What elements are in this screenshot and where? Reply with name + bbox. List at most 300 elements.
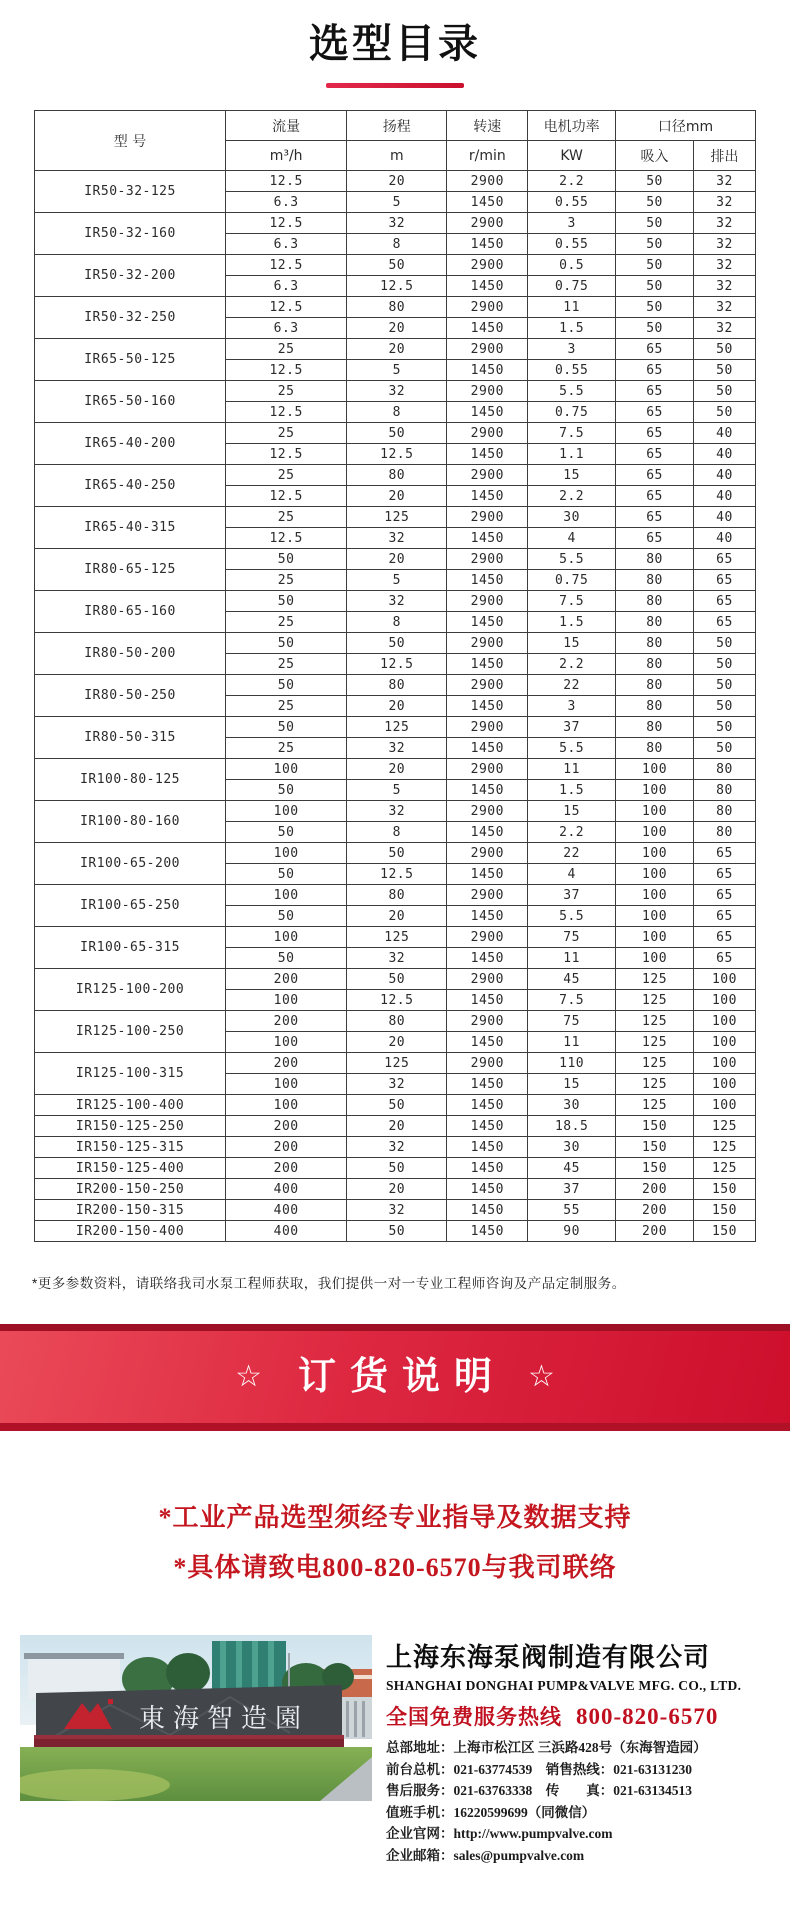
value-cell: 1450 xyxy=(447,528,528,549)
value-cell: 50 xyxy=(226,675,347,696)
value-cell: 90 xyxy=(528,1221,616,1242)
value-cell: 5.5 xyxy=(528,549,616,570)
value-cell: 7.5 xyxy=(528,990,616,1011)
value-cell: 2900 xyxy=(447,507,528,528)
value-cell: 100 xyxy=(226,1074,347,1095)
value-cell: 20 xyxy=(347,486,447,507)
value-cell: 5 xyxy=(347,360,447,381)
value-cell: 200 xyxy=(226,1116,347,1137)
value-cell: 125 xyxy=(616,1032,694,1053)
value-cell: 55 xyxy=(528,1200,616,1221)
value-cell: 15 xyxy=(528,465,616,486)
model-cell: IR50-32-160 xyxy=(35,213,226,255)
value-cell: 1450 xyxy=(447,1095,528,1116)
value-cell: 50 xyxy=(693,402,755,423)
value-cell: 100 xyxy=(226,990,347,1011)
value-cell: 50 xyxy=(693,381,755,402)
value-cell: 150 xyxy=(693,1179,755,1200)
value-cell: 125 xyxy=(616,1074,694,1095)
value-cell: 100 xyxy=(616,780,694,801)
value-cell: 12.5 xyxy=(226,171,347,192)
value-cell: 2900 xyxy=(447,171,528,192)
notice-line-1: *工业产品选型须经专业指导及数据支持 xyxy=(158,1503,632,1532)
value-cell: 100 xyxy=(616,948,694,969)
value-cell: 50 xyxy=(347,1158,447,1179)
table-row xyxy=(35,1221,756,1242)
value-cell: 80 xyxy=(693,759,755,780)
value-cell: 2900 xyxy=(447,759,528,780)
value-cell: 1450 xyxy=(447,486,528,507)
value-cell: 32 xyxy=(693,213,755,234)
model-cell: IR125-100-200 xyxy=(35,969,226,1011)
order-banner-title: 订货说明 xyxy=(297,1356,506,1398)
value-cell: 200 xyxy=(226,1053,347,1074)
value-cell: 32 xyxy=(347,948,447,969)
value-cell: 65 xyxy=(616,339,694,360)
value-cell: 11 xyxy=(528,297,616,318)
value-cell: 65 xyxy=(693,843,755,864)
value-cell: 15 xyxy=(528,1074,616,1095)
value-cell: 20 xyxy=(347,1032,447,1053)
value-cell: 5 xyxy=(347,192,447,213)
value-cell: 2900 xyxy=(447,675,528,696)
table-row xyxy=(35,885,756,906)
white-building-roof xyxy=(24,1653,124,1659)
value-cell: 125 xyxy=(693,1158,755,1179)
value-cell: 100 xyxy=(226,843,347,864)
value-cell: 40 xyxy=(693,423,755,444)
table-row xyxy=(35,423,756,444)
value-cell: 125 xyxy=(616,1095,694,1116)
model-cell: IR100-80-160 xyxy=(35,801,226,843)
value-cell: 32 xyxy=(693,192,755,213)
model-cell: IR200-150-250 xyxy=(35,1179,226,1200)
value-cell: 150 xyxy=(693,1221,755,1242)
value-cell: 2.2 xyxy=(528,654,616,675)
model-cell: IR100-65-250 xyxy=(35,885,226,927)
value-cell: 75 xyxy=(528,927,616,948)
value-cell: 65 xyxy=(693,864,755,885)
col-header-diameter: 口径mm xyxy=(616,111,756,141)
value-cell: 80 xyxy=(616,570,694,591)
model-cell: IR65-40-200 xyxy=(35,423,226,465)
value-cell: 2900 xyxy=(447,717,528,738)
value-cell: 50 xyxy=(616,276,694,297)
value-cell: 1450 xyxy=(447,696,528,717)
value-cell: 32 xyxy=(347,801,447,822)
value-cell: 100 xyxy=(226,1095,347,1116)
value-cell: 100 xyxy=(616,843,694,864)
value-cell: 1450 xyxy=(447,864,528,885)
value-cell: 1450 xyxy=(447,948,528,969)
value-cell: 125 xyxy=(347,927,447,948)
value-cell: 1450 xyxy=(447,1137,528,1158)
value-cell: 8 xyxy=(347,234,447,255)
value-cell: 50 xyxy=(693,738,755,759)
value-cell: 2900 xyxy=(447,1011,528,1032)
value-cell: 1450 xyxy=(447,234,528,255)
value-cell: 50 xyxy=(693,675,755,696)
value-cell: 12.5 xyxy=(347,864,447,885)
value-cell: 50 xyxy=(226,591,347,612)
value-cell: 1450 xyxy=(447,906,528,927)
value-cell: 80 xyxy=(616,696,694,717)
value-cell: 1450 xyxy=(447,654,528,675)
value-cell: 32 xyxy=(693,255,755,276)
value-cell: 8 xyxy=(347,402,447,423)
value-cell: 20 xyxy=(347,906,447,927)
model-cell: IR80-50-250 xyxy=(35,675,226,717)
hotline-number: 800-820-6570 xyxy=(576,1704,719,1729)
value-cell: 50 xyxy=(226,822,347,843)
value-cell: 4 xyxy=(528,528,616,549)
value-cell: 200 xyxy=(226,1158,347,1179)
service-hotline xyxy=(386,1701,772,1731)
value-cell: 0.75 xyxy=(528,570,616,591)
value-cell: 80 xyxy=(693,801,755,822)
model-cell: IR50-32-200 xyxy=(35,255,226,297)
value-cell: 200 xyxy=(616,1179,694,1200)
value-cell: 3 xyxy=(528,339,616,360)
value-cell: 80 xyxy=(616,549,694,570)
table-row xyxy=(35,1158,756,1179)
value-cell: 11 xyxy=(528,1032,616,1053)
value-cell: 5 xyxy=(347,570,447,591)
value-cell: 40 xyxy=(693,507,755,528)
value-cell: 6.3 xyxy=(226,318,347,339)
value-cell: 80 xyxy=(616,675,694,696)
flower-hedge-top xyxy=(34,1735,344,1739)
value-cell: 65 xyxy=(693,948,755,969)
value-cell: 32 xyxy=(347,381,447,402)
value-cell: 80 xyxy=(693,822,755,843)
value-cell: 65 xyxy=(693,885,755,906)
value-cell: 50 xyxy=(226,906,347,927)
contact-line: 前台总机：021-63774539 销售热线：021-63131230 xyxy=(386,1761,692,1777)
col-header-flow: 流量 xyxy=(226,111,347,141)
company-name-cn: 上海东海泵阀制造有限公司 xyxy=(386,1642,711,1672)
value-cell: 5 xyxy=(347,780,447,801)
table-row xyxy=(35,339,756,360)
table-row xyxy=(35,759,756,780)
value-cell: 125 xyxy=(693,1116,755,1137)
table-row xyxy=(35,1179,756,1200)
value-cell: 12.5 xyxy=(226,444,347,465)
value-cell: 12.5 xyxy=(226,486,347,507)
stone-sign-text: 東海智造園 xyxy=(138,1703,310,1733)
value-cell: 100 xyxy=(616,822,694,843)
value-cell: 25 xyxy=(226,507,347,528)
value-cell: 65 xyxy=(616,486,694,507)
contact-line: 总部地址：上海市松江区 三浜路428号（东海智造园） xyxy=(386,1740,707,1755)
value-cell: 32 xyxy=(693,297,755,318)
value-cell: 80 xyxy=(693,780,755,801)
value-cell: 125 xyxy=(347,507,447,528)
value-cell: 75 xyxy=(528,1011,616,1032)
value-cell: 80 xyxy=(347,465,447,486)
value-cell: 11 xyxy=(528,759,616,780)
value-cell: 65 xyxy=(693,612,755,633)
table-row xyxy=(35,1095,756,1116)
value-cell: 150 xyxy=(616,1158,694,1179)
company-info xyxy=(386,1635,772,1866)
value-cell: 32 xyxy=(693,318,755,339)
value-cell: 125 xyxy=(693,1137,755,1158)
value-cell: 400 xyxy=(226,1221,347,1242)
value-cell: 8 xyxy=(347,822,447,843)
value-cell: 25 xyxy=(226,654,347,675)
value-cell: 25 xyxy=(226,381,347,402)
value-cell: 50 xyxy=(616,213,694,234)
value-cell: 2900 xyxy=(447,339,528,360)
star-icon: ☆ xyxy=(235,1360,262,1393)
value-cell: 200 xyxy=(616,1200,694,1221)
value-cell: 100 xyxy=(616,864,694,885)
value-cell: 125 xyxy=(616,990,694,1011)
value-cell: 100 xyxy=(693,1095,755,1116)
col-header-model: 型 号 xyxy=(35,111,226,171)
value-cell: 2900 xyxy=(447,465,528,486)
order-banner xyxy=(0,1324,790,1431)
value-cell: 0.75 xyxy=(528,402,616,423)
value-cell: 12.5 xyxy=(347,444,447,465)
model-cell: IR100-65-200 xyxy=(35,843,226,885)
value-cell: 2900 xyxy=(447,255,528,276)
value-cell: 2900 xyxy=(447,297,528,318)
col-header-speed: 转速 xyxy=(447,111,528,141)
page-title: 选型目录 xyxy=(309,22,481,66)
table-row xyxy=(35,717,756,738)
value-cell: 50 xyxy=(616,171,694,192)
value-cell: 50 xyxy=(693,339,755,360)
value-cell: 80 xyxy=(347,675,447,696)
value-cell: 6.3 xyxy=(226,234,347,255)
value-cell: 125 xyxy=(347,717,447,738)
table-row xyxy=(35,297,756,318)
value-cell: 65 xyxy=(616,381,694,402)
table-row xyxy=(35,171,756,192)
factory-gate-illustration xyxy=(20,1635,372,1801)
value-cell: 100 xyxy=(226,801,347,822)
company-section xyxy=(20,1635,772,1866)
value-cell: 65 xyxy=(616,360,694,381)
value-cell: 40 xyxy=(693,486,755,507)
value-cell: 32 xyxy=(693,234,755,255)
value-cell: 200 xyxy=(226,1137,347,1158)
contact-list xyxy=(386,1737,772,1866)
contact-line: 企业邮箱：sales@pumpvalve.com xyxy=(386,1847,585,1863)
value-cell: 50 xyxy=(616,234,694,255)
value-cell: 150 xyxy=(616,1116,694,1137)
model-cell: IR100-65-315 xyxy=(35,927,226,969)
table-row xyxy=(35,633,756,654)
value-cell: 400 xyxy=(226,1200,347,1221)
value-cell: 2900 xyxy=(447,633,528,654)
value-cell: 80 xyxy=(347,1011,447,1032)
value-cell: 2900 xyxy=(447,591,528,612)
value-cell: 100 xyxy=(693,1074,755,1095)
value-cell: 2900 xyxy=(447,213,528,234)
table-row xyxy=(35,843,756,864)
value-cell: 80 xyxy=(616,612,694,633)
contact-line: 值班手机：16220599699（同微信） xyxy=(386,1804,596,1820)
value-cell: 2900 xyxy=(447,843,528,864)
value-cell: 65 xyxy=(616,402,694,423)
value-cell: 80 xyxy=(347,297,447,318)
value-cell: 32 xyxy=(347,213,447,234)
value-cell: 32 xyxy=(347,1137,447,1158)
value-cell: 50 xyxy=(226,633,347,654)
value-cell: 125 xyxy=(347,1053,447,1074)
table-row xyxy=(35,801,756,822)
value-cell: 32 xyxy=(347,1200,447,1221)
value-cell: 100 xyxy=(616,906,694,927)
col-header-power-unit: KW xyxy=(528,141,616,171)
value-cell: 50 xyxy=(616,255,694,276)
value-cell: 32 xyxy=(347,528,447,549)
value-cell: 25 xyxy=(226,339,347,360)
title-underline xyxy=(326,83,464,88)
company-photo xyxy=(20,1635,372,1801)
value-cell: 200 xyxy=(226,969,347,990)
model-cell: IR80-50-200 xyxy=(35,633,226,675)
value-cell: 20 xyxy=(347,318,447,339)
value-cell: 100 xyxy=(226,1032,347,1053)
value-cell: 11 xyxy=(528,948,616,969)
value-cell: 125 xyxy=(616,969,694,990)
value-cell: 1450 xyxy=(447,1116,528,1137)
value-cell: 125 xyxy=(616,1011,694,1032)
value-cell: 0.5 xyxy=(528,255,616,276)
value-cell: 1450 xyxy=(447,738,528,759)
value-cell: 7.5 xyxy=(528,423,616,444)
value-cell: 12.5 xyxy=(347,276,447,297)
value-cell: 40 xyxy=(693,444,755,465)
model-cell: IR200-150-400 xyxy=(35,1221,226,1242)
value-cell: 150 xyxy=(616,1137,694,1158)
value-cell: 200 xyxy=(226,1011,347,1032)
col-header-suction: 吸入 xyxy=(616,141,694,171)
table-row xyxy=(35,1116,756,1137)
model-cell: IR200-150-315 xyxy=(35,1200,226,1221)
value-cell: 20 xyxy=(347,549,447,570)
value-cell: 65 xyxy=(616,423,694,444)
value-cell: 1450 xyxy=(447,1074,528,1095)
value-cell: 4 xyxy=(528,864,616,885)
value-cell: 50 xyxy=(347,843,447,864)
value-cell: 5.5 xyxy=(528,738,616,759)
value-cell: 100 xyxy=(616,759,694,780)
value-cell: 100 xyxy=(616,885,694,906)
table-row xyxy=(35,591,756,612)
value-cell: 65 xyxy=(616,507,694,528)
value-cell: 65 xyxy=(693,591,755,612)
value-cell: 2900 xyxy=(447,969,528,990)
col-header-flow-unit: m³/h xyxy=(226,141,347,171)
col-header-power: 电机功率 xyxy=(528,111,616,141)
value-cell: 15 xyxy=(528,633,616,654)
value-cell: 50 xyxy=(347,969,447,990)
value-cell: 12.5 xyxy=(226,528,347,549)
table-row xyxy=(35,969,756,990)
value-cell: 200 xyxy=(616,1221,694,1242)
value-cell: 80 xyxy=(616,654,694,675)
value-cell: 6.3 xyxy=(226,276,347,297)
value-cell: 3 xyxy=(528,213,616,234)
value-cell: 2900 xyxy=(447,423,528,444)
value-cell: 65 xyxy=(616,444,694,465)
value-cell: 2.2 xyxy=(528,822,616,843)
value-cell: 50 xyxy=(347,1221,447,1242)
table-row xyxy=(35,465,756,486)
company-logo-dot xyxy=(108,1699,113,1704)
hotline-label: 全国免费服务热线 xyxy=(386,1705,562,1729)
model-cell: IR65-40-315 xyxy=(35,507,226,549)
tree xyxy=(166,1653,210,1693)
gate-bar xyxy=(346,1701,349,1737)
value-cell: 32 xyxy=(347,1074,447,1095)
value-cell: 100 xyxy=(226,927,347,948)
value-cell: 50 xyxy=(347,255,447,276)
value-cell: 1.5 xyxy=(528,612,616,633)
col-header-head-unit: m xyxy=(347,141,447,171)
value-cell: 65 xyxy=(693,570,755,591)
value-cell: 1450 xyxy=(447,1221,528,1242)
value-cell: 37 xyxy=(528,885,616,906)
value-cell: 50 xyxy=(226,780,347,801)
value-cell: 1450 xyxy=(447,318,528,339)
value-cell: 50 xyxy=(347,1095,447,1116)
value-cell: 100 xyxy=(226,759,347,780)
value-cell: 25 xyxy=(226,612,347,633)
value-cell: 50 xyxy=(226,717,347,738)
gate-bar xyxy=(362,1701,365,1737)
model-cell: IR125-100-315 xyxy=(35,1053,226,1095)
table-row xyxy=(35,1053,756,1074)
contact-line: 售后服务：021-63763338 传 真：021-63134513 xyxy=(386,1783,692,1798)
table-header xyxy=(35,111,756,171)
table-row xyxy=(35,1200,756,1221)
value-cell: 65 xyxy=(693,927,755,948)
col-header-speed-unit: r/min xyxy=(447,141,528,171)
value-cell: 80 xyxy=(616,633,694,654)
value-cell: 80 xyxy=(616,738,694,759)
col-header-discharge: 排出 xyxy=(693,141,755,171)
value-cell: 1450 xyxy=(447,444,528,465)
value-cell: 100 xyxy=(616,927,694,948)
value-cell: 50 xyxy=(616,297,694,318)
model-cell: IR50-32-125 xyxy=(35,171,226,213)
value-cell: 20 xyxy=(347,339,447,360)
value-cell: 100 xyxy=(693,1053,755,1074)
value-cell: 1.1 xyxy=(528,444,616,465)
model-cell: IR80-65-125 xyxy=(35,549,226,591)
table-footnote: *更多参数资料，请联络我司水泵工程师获取，我们提供一对一专业工程师咨询及产品定制服务。 xyxy=(32,1276,626,1291)
company-name-en: SHANGHAI DONGHAI PUMP&VALVE MFG. CO., LTD. xyxy=(386,1678,742,1693)
value-cell: 2.2 xyxy=(528,171,616,192)
value-cell: 1.5 xyxy=(528,780,616,801)
value-cell: 400 xyxy=(226,1179,347,1200)
value-cell: 80 xyxy=(616,591,694,612)
model-cell: IR125-100-400 xyxy=(35,1095,226,1116)
value-cell: 1450 xyxy=(447,570,528,591)
value-cell: 12.5 xyxy=(226,360,347,381)
value-cell: 1.5 xyxy=(528,318,616,339)
value-cell: 125 xyxy=(616,1053,694,1074)
model-cell: IR50-32-250 xyxy=(35,297,226,339)
value-cell: 1450 xyxy=(447,990,528,1011)
value-cell: 37 xyxy=(528,1179,616,1200)
